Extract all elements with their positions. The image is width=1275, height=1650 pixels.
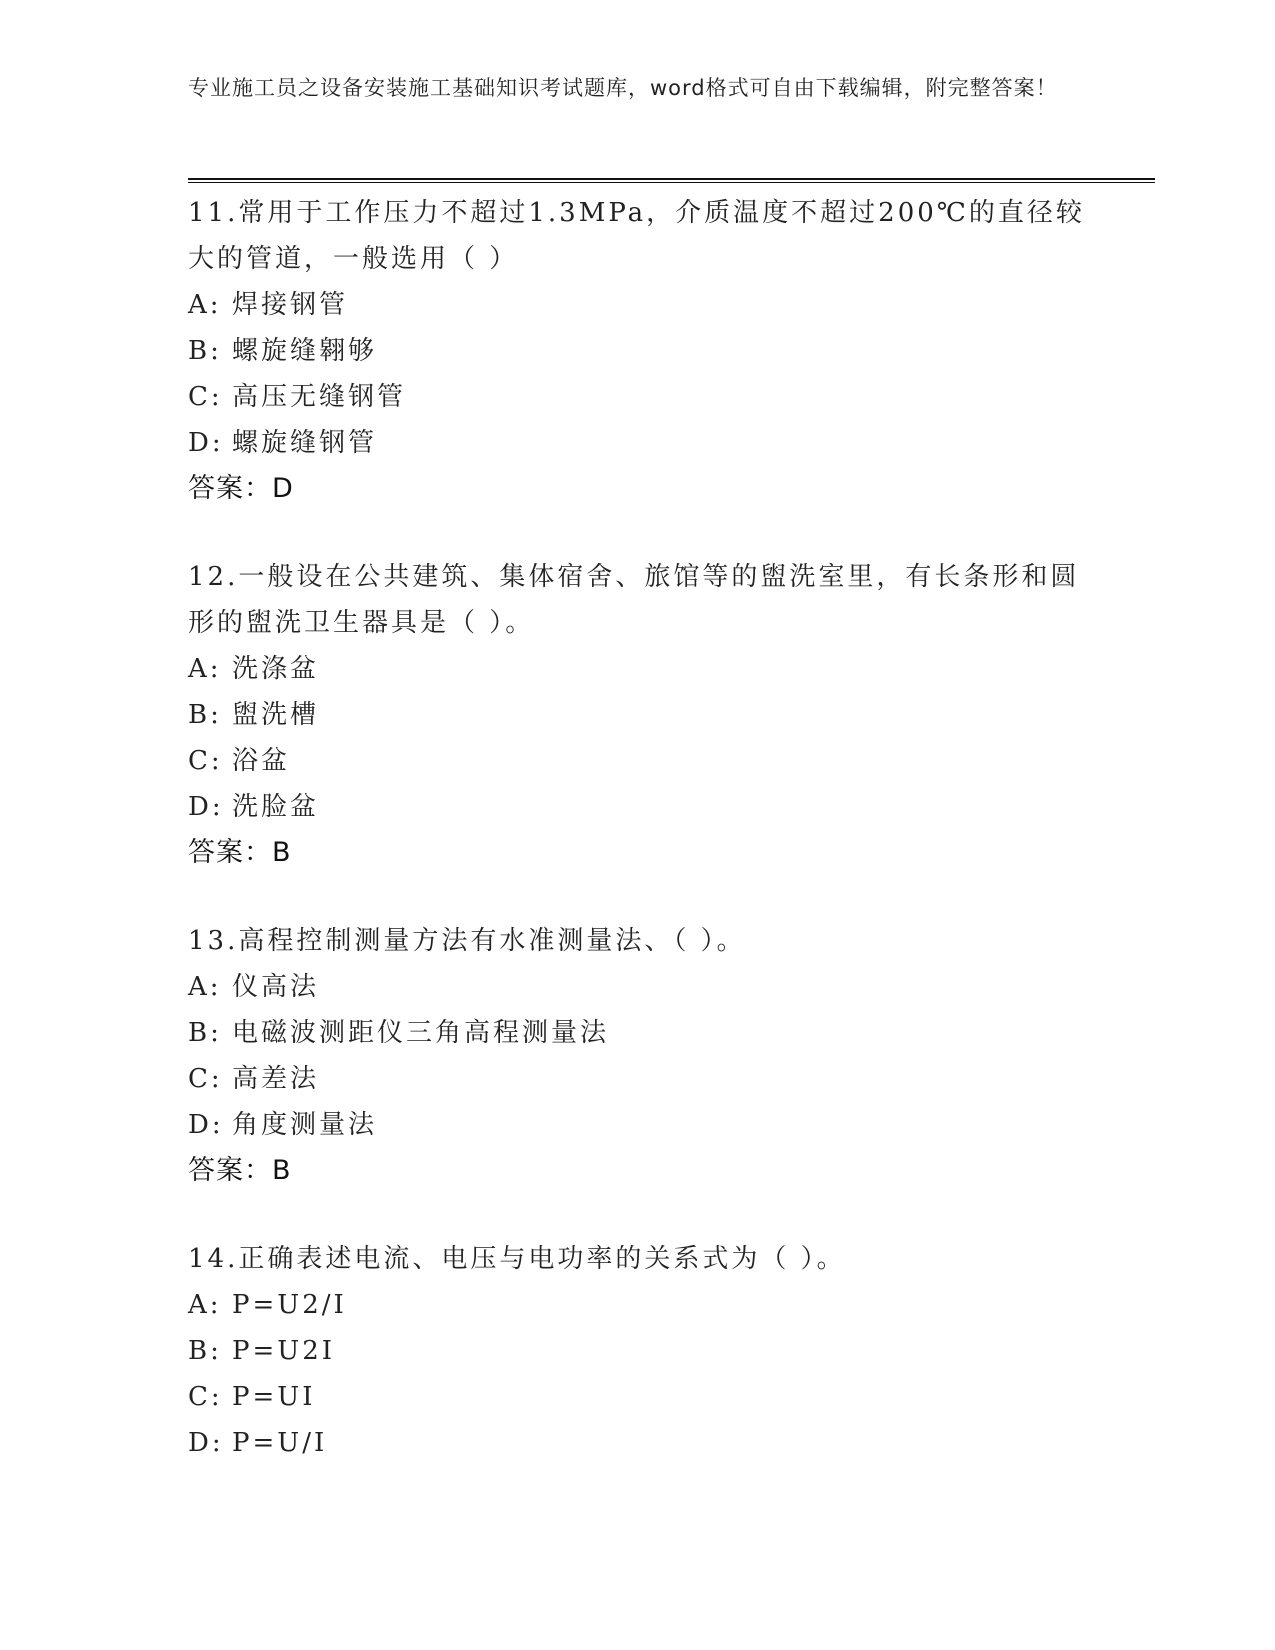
option-text: 螺旋缝钢管 <box>232 428 378 458</box>
option-letter: A: <box>188 290 222 320</box>
option-c <box>188 738 1088 784</box>
option-text: 电磁波测距仪三角高程测量法 <box>232 1018 610 1048</box>
option-a <box>188 646 1088 692</box>
document-header: 专业施工员之设备安装施工基础知识考试题库，word格式可自由下载编辑，附完整答案！ <box>188 76 1058 100</box>
option-d <box>188 420 1088 466</box>
option-text: 浴盆 <box>232 746 291 776</box>
option-text: 盥洗槽 <box>232 700 320 730</box>
option-letter: A: <box>188 1290 222 1320</box>
option-letter: C: <box>188 382 223 412</box>
answer-line: 答案：B <box>188 1155 292 1186</box>
option-letter: D: <box>188 428 224 458</box>
option-text: 焊接钢管 <box>232 290 349 320</box>
option-d <box>188 1102 1088 1148</box>
question-stem: 13.高程控制测量方法有水准测量法、（ ）。 <box>188 926 746 956</box>
option-d <box>188 1420 1088 1466</box>
question-stem: 14.正确表述电流、电压与电功率的关系式为（ ）。 <box>188 1244 846 1274</box>
option-text: 仪高法 <box>232 972 320 1002</box>
option-b <box>188 692 1088 738</box>
answer-line: 答案：D <box>188 473 294 504</box>
option-letter: D: <box>188 1110 224 1140</box>
option-d <box>188 784 1088 830</box>
option-letter: B: <box>188 336 222 366</box>
option-letter: B: <box>188 1336 222 1366</box>
option-letter: A: <box>188 972 222 1002</box>
option-text: 角度测量法 <box>232 1110 378 1140</box>
question-13 <box>188 918 1088 1194</box>
option-a <box>188 964 1088 1010</box>
option-letter: C: <box>188 1382 223 1412</box>
option-a <box>188 1282 1088 1328</box>
question-12 <box>188 554 1088 876</box>
question-stem: 12.一般设在公共建筑、集体宿舍、旅馆等的盥洗室里，有长条形和圆形的盥洗卫生器具是（ ）。 <box>188 562 1080 638</box>
option-c <box>188 1374 1088 1420</box>
option-text: P=UI <box>232 1382 316 1412</box>
option-text: P=U2/I <box>232 1290 347 1320</box>
option-text: 高差法 <box>232 1064 320 1094</box>
option-letter: A: <box>188 654 222 684</box>
question-11 <box>188 190 1088 512</box>
option-letter: B: <box>188 1018 222 1048</box>
answer-line: 答案：B <box>188 837 292 868</box>
option-b <box>188 328 1088 374</box>
option-letter: B: <box>188 700 222 730</box>
option-letter: D: <box>188 792 224 822</box>
option-text: P=U/I <box>232 1428 328 1458</box>
question-stem: 11.常用于工作压力不超过1.3MPa，介质温度不超过200℃的直径较大的管道，一般选用（ ） <box>188 198 1085 274</box>
option-text: 洗脸盆 <box>232 792 320 822</box>
header-divider <box>188 178 1155 183</box>
option-text: P=U2I <box>232 1336 336 1366</box>
option-letter: C: <box>188 1064 223 1094</box>
option-b <box>188 1328 1088 1374</box>
option-c <box>188 1056 1088 1102</box>
question-14 <box>188 1236 1088 1466</box>
option-text: 高压无缝钢管 <box>232 382 407 412</box>
question-list <box>188 190 1088 1508</box>
option-letter: D: <box>188 1428 224 1458</box>
option-a <box>188 282 1088 328</box>
option-b <box>188 1010 1088 1056</box>
option-text: 洗涤盆 <box>232 654 320 684</box>
option-letter: C: <box>188 746 223 776</box>
option-c <box>188 374 1088 420</box>
option-text: 螺旋缝翱够 <box>232 336 378 366</box>
